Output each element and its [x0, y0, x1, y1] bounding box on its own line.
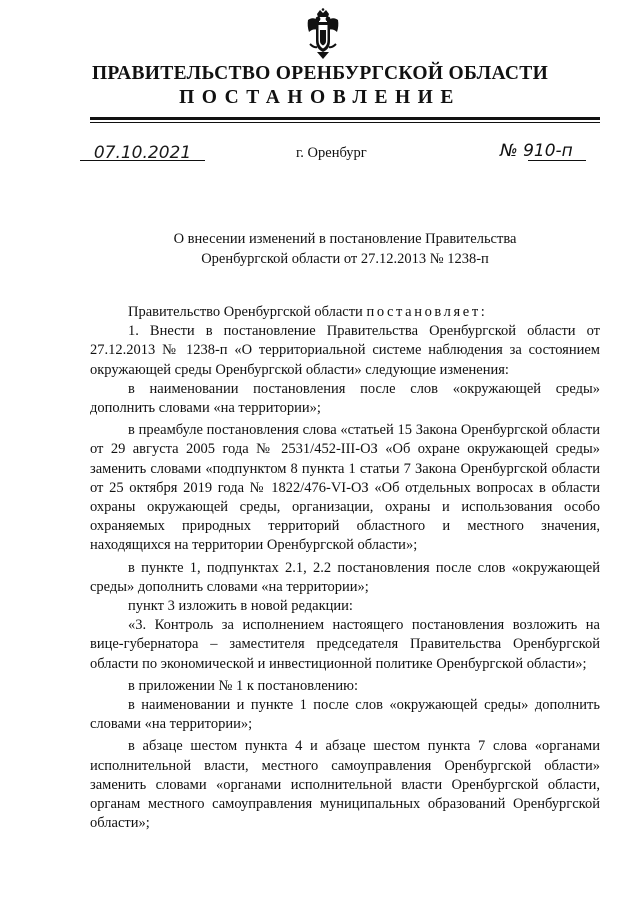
number-prefix: № — [500, 141, 518, 161]
body-paragraph: в наименовании и пункте 1 после слов «окружающей среды» дополнить словами «на территории»; — [90, 697, 600, 733]
body-paragraph: в пункте 1, подпунктах 2.1, 2.2 постановления после слов «окружающей среды» дополнить словами «на территории»; — [90, 559, 600, 595]
date-underline — [80, 160, 205, 161]
organization-title: ПРАВИТЕЛЬСТВО ОРЕНБУРГСКОЙ ОБЛАСТИ — [91, 63, 549, 84]
intro-paragraph — [90, 303, 600, 322]
document-number — [500, 142, 573, 160]
subject-line-1: О внесении изменений в постановление Правительства — [173, 231, 517, 247]
header-rule-thick — [90, 117, 600, 120]
body-paragraph: в абзаце шестом пункта 4 и абзаце шестом пункта 7 слова «органами исполнительной власти, местного самоуправления Оренбургской области» заменить словами «органами исполнительной власти Оренбургской области, органам местного самоуправления муниципальных образований Оренбургской области»; — [90, 738, 600, 832]
body-paragraph: пункт 3 изложить в новой редакции: — [128, 598, 353, 615]
document-subject — [150, 230, 540, 269]
intro-verb: постановляет: — [366, 304, 488, 320]
body-paragraph: в преамбуле постановления слова «статьей 15 Закона Оренбургской области от 29 августа 2005 года № 2531/452-III-ОЗ «Об охране окружающей среды» заменить словами «подпунктом 8 пункта 1 статьи 7 Закона Оренбургской области от 25 октября 2019 года № 1822/476-VI-ОЗ «Об отдельных вопросах в области охраны окружающей среды, организации, охраны и использования особо охраняемых природных территорий областного и местного значения, находящихся на территории Оренбургской области»; — [90, 422, 600, 554]
coat-of-arms-icon — [305, 8, 341, 60]
body-paragraph: «3. Контроль за исполнением настоящего постановления возложить на вице-губернатора – заместителя председателя Правительства Оренбургской области по экономической и инвестиционной политике Оренбургской области»; — [90, 617, 600, 672]
document-body — [90, 303, 600, 833]
body-paragraph: в приложении № 1 к постановлению: — [128, 677, 359, 694]
document-type-title: ПОСТАНОВЛЕНИЕ — [179, 87, 461, 108]
header-rule-thin — [90, 122, 600, 123]
body-paragraph: 1. Внести в постановление Правительства Оренбургской области от 27.12.2013 № 1238-п «О территориальной системе наблюдения за состоянием окружающей среды Оренбургской области» следующие изменения: — [90, 323, 600, 378]
intro-prefix: Правительство Оренбургской области — [128, 304, 367, 320]
number-value: 910-п — [523, 141, 573, 161]
number-underline — [528, 160, 586, 161]
subject-line-2: Оренбургской области от 27.12.2013 № 1238-п — [201, 250, 489, 267]
document-date: 07.10.2021 — [93, 143, 192, 163]
body-paragraph: в наименовании постановления после слов «окружающей среды» дополнить словами «на территории»; — [90, 380, 600, 417]
document-city: г. Оренбург — [296, 145, 367, 161]
